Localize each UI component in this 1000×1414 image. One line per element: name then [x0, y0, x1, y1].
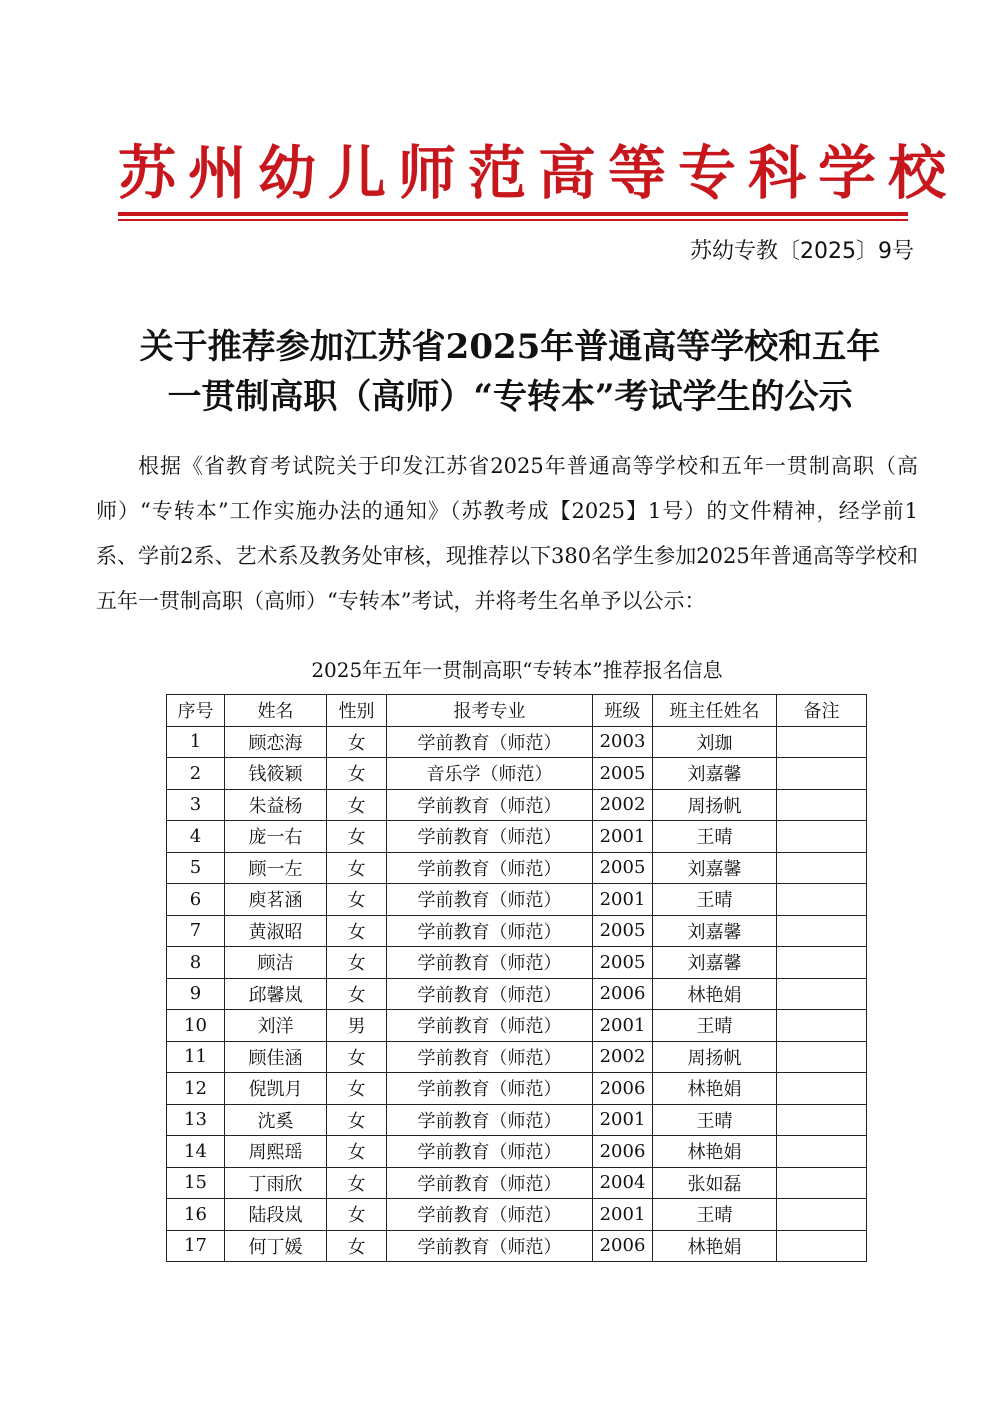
cell-index: 10 [167, 1010, 225, 1042]
cell-name: 顾佳涵 [225, 1041, 327, 1073]
cell-gender: 男 [327, 1010, 387, 1042]
cell-name: 顾洁 [225, 947, 327, 979]
cell-name: 庾茗涵 [225, 884, 327, 916]
cell-major: 学前教育（师范） [387, 1199, 593, 1231]
table-row [167, 789, 867, 821]
cell-teacher: 周扬帆 [653, 1041, 777, 1073]
header-teacher: 班主任姓名 [653, 695, 777, 727]
cell-remarks [777, 1199, 867, 1231]
table-row [167, 1167, 867, 1199]
cell-index: 5 [167, 852, 225, 884]
header-name: 姓名 [225, 695, 327, 727]
cell-class: 2001 [593, 1010, 653, 1042]
notice-title-line-2: 一贯制高职（高师）“专转本”考试学生的公示 [167, 377, 853, 417]
cell-gender: 女 [327, 1073, 387, 1105]
cell-gender: 女 [327, 1041, 387, 1073]
cell-major: 学前教育（师范） [387, 947, 593, 979]
table-row [167, 1010, 867, 1042]
cell-teacher: 王晴 [653, 1199, 777, 1231]
cell-major: 学前教育（师范） [387, 1073, 593, 1105]
cell-remarks [777, 1167, 867, 1199]
cell-index: 4 [167, 821, 225, 853]
cell-class: 2006 [593, 1136, 653, 1168]
cell-index: 7 [167, 915, 225, 947]
cell-major: 学前教育（师范） [387, 789, 593, 821]
notice-title-line-1: 关于推荐参加江苏省2025年普通高等学校和五年 [139, 327, 881, 367]
table-row [167, 915, 867, 947]
cell-index: 15 [167, 1167, 225, 1199]
cell-remarks [777, 789, 867, 821]
cell-major: 学前教育（师范） [387, 821, 593, 853]
table-row [167, 1104, 867, 1136]
cell-remarks [777, 884, 867, 916]
cell-teacher: 刘嘉馨 [653, 852, 777, 884]
cell-major: 学前教育（师范） [387, 1230, 593, 1262]
cell-name: 庞一右 [225, 821, 327, 853]
cell-class: 2005 [593, 852, 653, 884]
cell-gender: 女 [327, 1167, 387, 1199]
cell-gender: 女 [327, 1136, 387, 1168]
header-remarks: 备注 [777, 695, 867, 727]
cell-name: 丁雨欣 [225, 1167, 327, 1199]
cell-name: 邱馨岚 [225, 978, 327, 1010]
cell-teacher: 张如磊 [653, 1167, 777, 1199]
cell-teacher: 刘嘉馨 [653, 947, 777, 979]
cell-major: 学前教育（师范） [387, 1136, 593, 1168]
cell-major: 学前教育（师范） [387, 1104, 593, 1136]
cell-gender: 女 [327, 758, 387, 790]
cell-remarks [777, 1041, 867, 1073]
cell-name: 黄淑昭 [225, 915, 327, 947]
cell-name: 钱筱颖 [225, 758, 327, 790]
cell-index: 13 [167, 1104, 225, 1136]
document-number: 苏幼专教〔2025〕9号 [690, 239, 914, 264]
cell-gender: 女 [327, 821, 387, 853]
cell-index: 3 [167, 789, 225, 821]
table-row [167, 1041, 867, 1073]
table-row [167, 1073, 867, 1105]
table-row [167, 821, 867, 853]
cell-major: 学前教育（师范） [387, 1167, 593, 1199]
cell-teacher: 刘嘉馨 [653, 758, 777, 790]
cell-class: 2002 [593, 1041, 653, 1073]
cell-major: 学前教育（师范） [387, 1010, 593, 1042]
cell-gender: 女 [327, 1230, 387, 1262]
cell-name: 沈奚 [225, 1104, 327, 1136]
cell-name: 顾一左 [225, 852, 327, 884]
cell-name: 刘洋 [225, 1010, 327, 1042]
cell-teacher: 林艳娟 [653, 978, 777, 1010]
cell-major: 学前教育（师范） [387, 915, 593, 947]
cell-name: 陆段岚 [225, 1199, 327, 1231]
table-row [167, 1136, 867, 1168]
cell-class: 2005 [593, 947, 653, 979]
cell-class: 2001 [593, 884, 653, 916]
table-row [167, 852, 867, 884]
table-row [167, 1199, 867, 1231]
cell-index: 6 [167, 884, 225, 916]
cell-teacher: 周扬帆 [653, 789, 777, 821]
cell-major: 学前教育（师范） [387, 978, 593, 1010]
header-index: 序号 [167, 695, 225, 727]
cell-name: 倪凯月 [225, 1073, 327, 1105]
cell-gender: 女 [327, 1199, 387, 1231]
cell-teacher: 林艳娟 [653, 1136, 777, 1168]
cell-index: 8 [167, 947, 225, 979]
cell-remarks [777, 915, 867, 947]
cell-teacher: 林艳娟 [653, 1073, 777, 1105]
cell-class: 2004 [593, 1167, 653, 1199]
cell-class: 2006 [593, 1073, 653, 1105]
cell-teacher: 王晴 [653, 1104, 777, 1136]
cell-index: 12 [167, 1073, 225, 1105]
cell-index: 14 [167, 1136, 225, 1168]
cell-gender: 女 [327, 915, 387, 947]
cell-teacher: 王晴 [653, 821, 777, 853]
cell-name: 顾恋海 [225, 726, 327, 758]
cell-gender: 女 [327, 726, 387, 758]
cell-gender: 女 [327, 978, 387, 1010]
cell-gender: 女 [327, 884, 387, 916]
cell-remarks [777, 1136, 867, 1168]
cell-major: 学前教育（师范） [387, 726, 593, 758]
cell-teacher: 王晴 [653, 884, 777, 916]
student-roster-table [166, 694, 867, 1262]
cell-remarks [777, 758, 867, 790]
cell-major: 学前教育（师范） [387, 1041, 593, 1073]
table-header-row [167, 695, 867, 727]
header-gender: 性别 [327, 695, 387, 727]
institution-masthead: 苏州幼儿师范高等专科学校 [118, 139, 959, 207]
cell-name: 周熙瑶 [225, 1136, 327, 1168]
cell-major: 学前教育（师范） [387, 852, 593, 884]
cell-gender: 女 [327, 947, 387, 979]
cell-class: 2002 [593, 789, 653, 821]
cell-gender: 女 [327, 1104, 387, 1136]
cell-index: 17 [167, 1230, 225, 1262]
table-body [167, 726, 867, 1262]
cell-remarks [777, 1104, 867, 1136]
table-row [167, 978, 867, 1010]
table-row [167, 758, 867, 790]
table-caption: 2025年五年一贯制高职“专转本”推荐报名信息 [311, 658, 723, 682]
cell-remarks [777, 978, 867, 1010]
cell-gender: 女 [327, 852, 387, 884]
cell-teacher: 林艳娟 [653, 1230, 777, 1262]
cell-name: 何丁媛 [225, 1230, 327, 1262]
table-row [167, 947, 867, 979]
cell-name: 朱益杨 [225, 789, 327, 821]
cell-class: 2001 [593, 1199, 653, 1231]
cell-class: 2003 [593, 726, 653, 758]
cell-index: 11 [167, 1041, 225, 1073]
table-row [167, 726, 867, 758]
cell-remarks [777, 1073, 867, 1105]
cell-class: 2001 [593, 1104, 653, 1136]
red-header-rule-thin [118, 219, 908, 221]
notice-body-paragraph: 根据《省教育考试院关于印发江苏省2025年普通高等学校和五年一贯制高职（高师）“专转本”工作实施办法的通知》（苏教考成【2025】1号）的文件精神，经学前1系、学前2系、艺术系及教务处审核，现推荐以下380名学生参加2025年普通高等学校和五年一贯制高职（高师）“专转本”考试，并将考生名单予以公示： [96, 454, 918, 613]
cell-class: 2001 [593, 821, 653, 853]
cell-teacher: 王晴 [653, 1010, 777, 1042]
cell-gender: 女 [327, 789, 387, 821]
cell-index: 1 [167, 726, 225, 758]
cell-teacher: 刘嘉馨 [653, 915, 777, 947]
cell-remarks [777, 852, 867, 884]
cell-remarks [777, 1230, 867, 1262]
header-class: 班级 [593, 695, 653, 727]
cell-remarks [777, 821, 867, 853]
cell-class: 2006 [593, 1230, 653, 1262]
table-row [167, 1230, 867, 1262]
cell-index: 9 [167, 978, 225, 1010]
cell-teacher: 刘珈 [653, 726, 777, 758]
cell-index: 2 [167, 758, 225, 790]
cell-index: 16 [167, 1199, 225, 1231]
cell-remarks [777, 1010, 867, 1042]
table-row [167, 884, 867, 916]
notice-title [90, 322, 930, 422]
cell-remarks [777, 726, 867, 758]
cell-major: 学前教育（师范） [387, 884, 593, 916]
red-header-rule [118, 212, 908, 216]
cell-major: 音乐学（师范） [387, 758, 593, 790]
cell-class: 2005 [593, 915, 653, 947]
cell-remarks [777, 947, 867, 979]
cell-class: 2005 [593, 758, 653, 790]
cell-class: 2006 [593, 978, 653, 1010]
header-major: 报考专业 [387, 695, 593, 727]
